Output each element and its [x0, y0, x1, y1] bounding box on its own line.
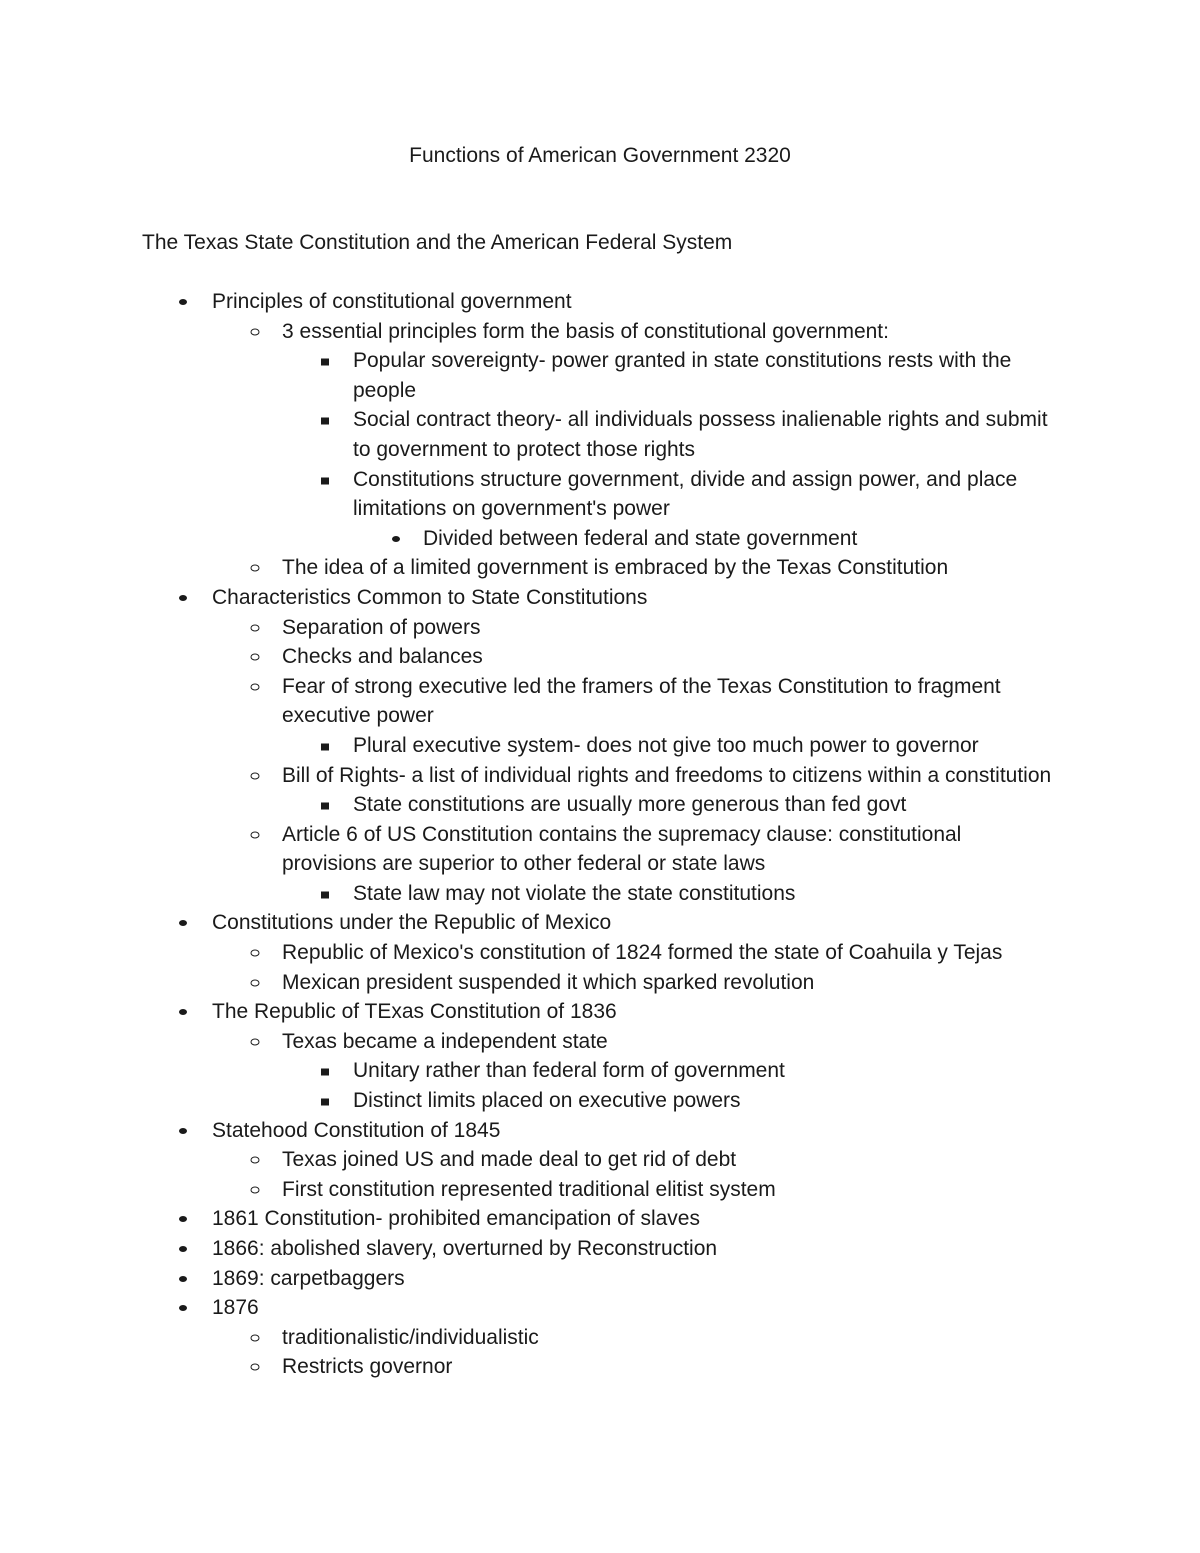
- list-item-text: 1861 Constitution- prohibited emancipation of slaves: [212, 1207, 700, 1231]
- list-item: [0, 731, 1060, 761]
- filled-circle-bullet: [179, 1246, 187, 1252]
- list-item: [0, 997, 1060, 1027]
- hollow-circle-bullet: [251, 1038, 260, 1045]
- filled-circle-bullet: [179, 1276, 187, 1282]
- list-item-text: Principles of constitutional government: [212, 290, 572, 313]
- section-heading: The Texas State Constitution and the American Federal System: [142, 231, 733, 254]
- list-item: [0, 1145, 1060, 1175]
- list-item: [0, 672, 1060, 731]
- list-item: [0, 1116, 1060, 1146]
- list-item-text: Unitary rather than federal form of government: [353, 1059, 785, 1083]
- list-item: [0, 1293, 1060, 1323]
- filled-square-bullet: [321, 1069, 329, 1076]
- filled-circle-bullet: [179, 1216, 187, 1222]
- list-item: [0, 524, 1060, 554]
- filled-circle-bullet: [392, 536, 400, 542]
- list-item: [0, 465, 1060, 524]
- hollow-circle-bullet: [251, 1364, 260, 1371]
- list-item-text: Texas became a independent state: [282, 1029, 608, 1053]
- list-item: [0, 1264, 1060, 1294]
- list-item: [0, 968, 1060, 998]
- list-item: [0, 790, 1060, 820]
- list-item: [0, 908, 1060, 938]
- hollow-circle-bullet: [251, 1334, 260, 1341]
- list-item-text: 1876: [212, 1296, 259, 1320]
- list-item-text: Constitutions structure government, divide and assign power, and place limitations on government's power: [353, 467, 1018, 521]
- hollow-circle-bullet: [251, 831, 260, 838]
- list-item: [0, 1027, 1060, 1057]
- list-item-text: Mexican president suspended it which sparked revolution: [282, 970, 815, 994]
- hollow-circle-bullet: [251, 683, 260, 690]
- list-item-text: traditionalistic/individualistic: [282, 1325, 539, 1349]
- filled-circle-bullet: [179, 1305, 187, 1311]
- list-item: [0, 1175, 1060, 1205]
- list-item-text: Popular sovereignty- power granted in state constitutions rests with the people: [353, 349, 1012, 402]
- list-item-text: Statehood Constitution of 1845: [212, 1118, 501, 1142]
- filled-circle-bullet: [179, 1128, 187, 1134]
- hollow-circle-bullet: [251, 565, 260, 572]
- filled-circle-bullet: [179, 595, 187, 601]
- filled-square-bullet: [321, 477, 329, 484]
- hollow-circle-bullet: [251, 1186, 260, 1193]
- bulleted-outline: [0, 287, 1200, 1382]
- list-item-text: Republic of Mexico's constitution of 1824 formed the state of Coahuila y Tejas: [282, 941, 1003, 965]
- list-item: [0, 583, 1060, 613]
- list-item: [0, 405, 1060, 464]
- list-item-text: State law may not violate the state constitutions: [353, 881, 796, 905]
- list-item: [0, 346, 1060, 405]
- list-item: [0, 1056, 1060, 1086]
- list-item: [0, 1323, 1060, 1353]
- list-item-text: Characteristics Common to State Constitutions: [212, 585, 648, 609]
- list-item-text: 3 essential principles form the basis of constitutional government:: [282, 319, 889, 343]
- hollow-circle-bullet: [251, 328, 260, 335]
- list-item: [0, 1234, 1060, 1264]
- filled-square-bullet: [321, 1099, 329, 1106]
- list-item: [0, 879, 1060, 909]
- list-item-text: Fear of strong executive led the framers of the Texas Constitution to fragment executive power: [282, 674, 1001, 728]
- list-item-text: State constitutions are usually more generous than fed govt: [353, 793, 907, 817]
- list-item: [0, 553, 1060, 583]
- filled-square-bullet: [321, 418, 329, 425]
- hollow-circle-bullet: [251, 624, 260, 631]
- document-title: Functions of American Government 2320: [409, 144, 791, 167]
- hollow-circle-bullet: [251, 979, 260, 986]
- list-item: [0, 1204, 1060, 1234]
- list-item-text: 1869: carpetbaggers: [212, 1266, 405, 1290]
- list-item: [0, 287, 1060, 317]
- list-item-text: Checks and balances: [282, 645, 483, 669]
- filled-square-bullet: [321, 743, 329, 750]
- list-item-text: Social contract theory- all individuals possess inalienable rights and submit to government to protect those rights: [353, 408, 1048, 461]
- list-item: [0, 820, 1060, 879]
- list-item-text: 1866: abolished slavery, overturned by Reconstruction: [212, 1237, 718, 1260]
- list-item-text: Plural executive system- does not give too much power to governor: [353, 733, 979, 757]
- list-item-text: The Republic of TExas Constitution of 1836: [212, 1000, 617, 1024]
- list-item: [0, 642, 1060, 672]
- list-item-text: Separation of powers: [282, 615, 481, 639]
- list-item-text: Bill of Rights- a list of individual rights and freedoms to citizens within a constitution: [282, 763, 1052, 787]
- list-item: [0, 938, 1060, 968]
- list-item: [0, 1086, 1060, 1116]
- list-item: [0, 613, 1060, 643]
- hollow-circle-bullet: [251, 772, 260, 779]
- list-item-text: Restricts governor: [282, 1355, 453, 1379]
- list-item: [0, 761, 1060, 791]
- filled-circle-bullet: [179, 920, 187, 926]
- list-item-text: Distinct limits placed on executive powers: [353, 1089, 741, 1113]
- list-item-text: Constitutions under the Republic of Mexico: [212, 911, 612, 935]
- filled-circle-bullet: [179, 1009, 187, 1015]
- hollow-circle-bullet: [251, 950, 260, 957]
- hollow-circle-bullet: [251, 1157, 260, 1164]
- filled-square-bullet: [321, 891, 329, 898]
- list-item: [0, 1352, 1060, 1382]
- filled-circle-bullet: [179, 299, 187, 305]
- list-item-text: Divided between federal and state government: [423, 526, 858, 550]
- filled-square-bullet: [321, 803, 329, 810]
- hollow-circle-bullet: [251, 654, 260, 661]
- list-item-text: Article 6 of US Constitution contains the supremacy clause: constitutional provisions are superior to other federal or state laws: [282, 822, 962, 876]
- list-item: [0, 317, 1060, 347]
- list-item-text: The idea of a limited government is embraced by the Texas Constitution: [282, 556, 949, 580]
- list-item-text: First constitution represented traditional elitist system: [282, 1177, 776, 1201]
- filled-square-bullet: [321, 359, 329, 366]
- list-item-text: Texas joined US and made deal to get rid of debt: [282, 1148, 737, 1172]
